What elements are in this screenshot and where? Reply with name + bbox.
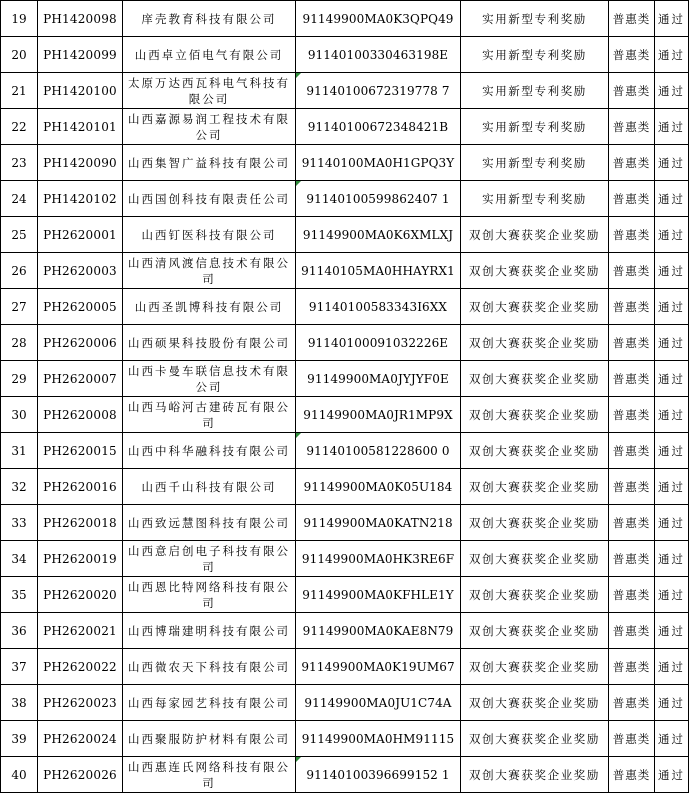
result-cell: 通过 bbox=[655, 1, 689, 37]
company-name-cell: 山西圣凯博科技有限公司 bbox=[123, 289, 296, 325]
cell-error-marker bbox=[296, 73, 301, 78]
row-number-cell: 20 bbox=[1, 37, 38, 73]
credit-code-cell: 91149900MA0KATN218 bbox=[296, 505, 461, 541]
result-cell: 通过 bbox=[655, 469, 689, 505]
credit-code-cell: 91140105MA0HHAYRX1 bbox=[296, 253, 461, 289]
result-cell: 通过 bbox=[655, 613, 689, 649]
company-name-cell: 山西国创科技有限责任公司 bbox=[123, 181, 296, 217]
project-code-cell: PH2620005 bbox=[38, 289, 123, 325]
category-cell: 普惠类 bbox=[609, 109, 655, 145]
row-number-cell: 32 bbox=[1, 469, 38, 505]
company-name-cell: 山西马峪河古建砖瓦有限公司 bbox=[123, 397, 296, 433]
result-cell: 通过 bbox=[655, 289, 689, 325]
category-cell: 普惠类 bbox=[609, 469, 655, 505]
project-code-cell: PH2620003 bbox=[38, 253, 123, 289]
project-code-cell: PH2620006 bbox=[38, 325, 123, 361]
award-type-cell: 双创大赛获奖企业奖励 bbox=[461, 253, 609, 289]
credit-code-cell: 91140100583343I6XX bbox=[296, 289, 461, 325]
award-type-cell: 双创大赛获奖企业奖励 bbox=[461, 217, 609, 253]
category-cell: 普惠类 bbox=[609, 613, 655, 649]
category-cell: 普惠类 bbox=[609, 685, 655, 721]
row-number-cell: 39 bbox=[1, 721, 38, 757]
award-type-cell: 实用新型专利奖励 bbox=[461, 109, 609, 145]
company-name-cell: 山西微农天下科技有限公司 bbox=[123, 649, 296, 685]
category-cell: 普惠类 bbox=[609, 577, 655, 613]
company-name-cell: 山西惠连氏网络科技有限公司 bbox=[123, 757, 296, 793]
table-row bbox=[1, 325, 689, 361]
company-name-cell: 山西每家园艺科技有限公司 bbox=[123, 685, 296, 721]
result-cell: 通过 bbox=[655, 145, 689, 181]
project-code-cell: PH2620023 bbox=[38, 685, 123, 721]
table-row bbox=[1, 217, 689, 253]
award-type-cell: 实用新型专利奖励 bbox=[461, 145, 609, 181]
result-cell: 通过 bbox=[655, 325, 689, 361]
result-cell: 通过 bbox=[655, 757, 689, 793]
table-row bbox=[1, 253, 689, 289]
table-row bbox=[1, 433, 689, 469]
company-name-cell: 山西意启创电子科技有限公司 bbox=[123, 541, 296, 577]
row-number-cell: 28 bbox=[1, 325, 38, 361]
credit-code-cell: 91149900MA0KFHLE1Y bbox=[296, 577, 461, 613]
award-type-cell: 双创大赛获奖企业奖励 bbox=[461, 325, 609, 361]
table-row bbox=[1, 757, 689, 793]
cell-error-marker bbox=[296, 181, 301, 186]
project-code-cell: PH2620015 bbox=[38, 433, 123, 469]
result-cell: 通过 bbox=[655, 721, 689, 757]
award-type-cell: 双创大赛获奖企业奖励 bbox=[461, 433, 609, 469]
company-name-cell: 山西致远慧图科技有限公司 bbox=[123, 505, 296, 541]
table-row bbox=[1, 469, 689, 505]
row-number-cell: 31 bbox=[1, 433, 38, 469]
project-code-cell: PH1420098 bbox=[38, 1, 123, 37]
credit-code-cell: 91140100672319778 7 bbox=[296, 73, 461, 109]
row-number-cell: 19 bbox=[1, 1, 38, 37]
award-type-cell: 双创大赛获奖企业奖励 bbox=[461, 289, 609, 325]
credit-code-cell: 91149900MA0HK3RE6F bbox=[296, 541, 461, 577]
result-cell: 通过 bbox=[655, 73, 689, 109]
company-name-cell: 山西卓立佰电气有限公司 bbox=[123, 37, 296, 73]
company-name-cell: 山西恩比特网络科技有限公司 bbox=[123, 577, 296, 613]
credit-code-cell: 91140100672348421B bbox=[296, 109, 461, 145]
table-row bbox=[1, 181, 689, 217]
category-cell: 普惠类 bbox=[609, 37, 655, 73]
credit-code-cell: 91140100599862407 1 bbox=[296, 181, 461, 217]
table-row bbox=[1, 397, 689, 433]
award-type-cell: 双创大赛获奖企业奖励 bbox=[461, 649, 609, 685]
award-type-cell: 双创大赛获奖企业奖励 bbox=[461, 541, 609, 577]
row-number-cell: 35 bbox=[1, 577, 38, 613]
table-row bbox=[1, 289, 689, 325]
company-name-cell: 山西嘉源易润工程技术有限公司 bbox=[123, 109, 296, 145]
project-code-cell: PH1420090 bbox=[38, 145, 123, 181]
award-type-cell: 实用新型专利奖励 bbox=[461, 73, 609, 109]
row-number-cell: 38 bbox=[1, 685, 38, 721]
company-name-cell: 山西卡曼车联信息技术有限公司 bbox=[123, 361, 296, 397]
project-code-cell: PH2620018 bbox=[38, 505, 123, 541]
credit-code-cell: 91149900MA0HM91115 bbox=[296, 721, 461, 757]
result-cell: 通过 bbox=[655, 397, 689, 433]
credit-code-cell: 91149900MA0JU1C74A bbox=[296, 685, 461, 721]
award-type-cell: 双创大赛获奖企业奖励 bbox=[461, 361, 609, 397]
credit-code-cell: 91149900MA0K05U184 bbox=[296, 469, 461, 505]
project-code-cell: PH2620008 bbox=[38, 397, 123, 433]
result-cell: 通过 bbox=[655, 649, 689, 685]
category-cell: 普惠类 bbox=[609, 145, 655, 181]
category-cell: 普惠类 bbox=[609, 721, 655, 757]
credit-code-cell: 91149900MA0K6XMLXJ bbox=[296, 217, 461, 253]
result-cell: 通过 bbox=[655, 433, 689, 469]
credit-code-cell: 91140100330463198E bbox=[296, 37, 461, 73]
result-cell: 通过 bbox=[655, 253, 689, 289]
row-number-cell: 21 bbox=[1, 73, 38, 109]
result-cell: 通过 bbox=[655, 685, 689, 721]
row-number-cell: 26 bbox=[1, 253, 38, 289]
table-row bbox=[1, 73, 689, 109]
credit-code-cell: 91149900MA0JR1MP9X bbox=[296, 397, 461, 433]
table-row bbox=[1, 685, 689, 721]
table-row bbox=[1, 649, 689, 685]
category-cell: 普惠类 bbox=[609, 217, 655, 253]
project-code-cell: PH2620024 bbox=[38, 721, 123, 757]
project-code-cell: PH1420101 bbox=[38, 109, 123, 145]
row-number-cell: 22 bbox=[1, 109, 38, 145]
project-code-cell: PH1420100 bbox=[38, 73, 123, 109]
credit-code-cell: 91149900MA0K3QPQ49 bbox=[296, 1, 461, 37]
company-name-cell: 山西钉医科技有限公司 bbox=[123, 217, 296, 253]
result-cell: 通过 bbox=[655, 577, 689, 613]
category-cell: 普惠类 bbox=[609, 1, 655, 37]
award-type-cell: 双创大赛获奖企业奖励 bbox=[461, 757, 609, 793]
cell-error-marker bbox=[296, 433, 301, 438]
table-row bbox=[1, 577, 689, 613]
award-type-cell: 双创大赛获奖企业奖励 bbox=[461, 685, 609, 721]
table-row bbox=[1, 613, 689, 649]
project-code-cell: PH2620019 bbox=[38, 541, 123, 577]
category-cell: 普惠类 bbox=[609, 289, 655, 325]
result-cell: 通过 bbox=[655, 217, 689, 253]
row-number-cell: 34 bbox=[1, 541, 38, 577]
cell-error-marker bbox=[296, 757, 301, 762]
row-number-cell: 23 bbox=[1, 145, 38, 181]
table-row bbox=[1, 721, 689, 757]
result-cell: 通过 bbox=[655, 181, 689, 217]
award-type-cell: 双创大赛获奖企业奖励 bbox=[461, 397, 609, 433]
category-cell: 普惠类 bbox=[609, 433, 655, 469]
row-number-cell: 24 bbox=[1, 181, 38, 217]
table-row bbox=[1, 505, 689, 541]
category-cell: 普惠类 bbox=[609, 541, 655, 577]
award-type-cell: 实用新型专利奖励 bbox=[461, 1, 609, 37]
row-number-cell: 30 bbox=[1, 397, 38, 433]
category-cell: 普惠类 bbox=[609, 181, 655, 217]
result-cell: 通过 bbox=[655, 109, 689, 145]
row-number-cell: 27 bbox=[1, 289, 38, 325]
category-cell: 普惠类 bbox=[609, 505, 655, 541]
category-cell: 普惠类 bbox=[609, 73, 655, 109]
award-type-cell: 实用新型专利奖励 bbox=[461, 181, 609, 217]
credit-code-cell: 91149900MA0K19UM67 bbox=[296, 649, 461, 685]
company-name-cell: 山西千山科技有限公司 bbox=[123, 469, 296, 505]
award-type-cell: 双创大赛获奖企业奖励 bbox=[461, 577, 609, 613]
category-cell: 普惠类 bbox=[609, 649, 655, 685]
row-number-cell: 40 bbox=[1, 757, 38, 793]
credit-code-cell: 91140100581228600 0 bbox=[296, 433, 461, 469]
company-name-cell: 庠壳教育科技有限公司 bbox=[123, 1, 296, 37]
result-cell: 通过 bbox=[655, 505, 689, 541]
category-cell: 普惠类 bbox=[609, 397, 655, 433]
row-number-cell: 25 bbox=[1, 217, 38, 253]
category-cell: 普惠类 bbox=[609, 325, 655, 361]
row-number-cell: 33 bbox=[1, 505, 38, 541]
credit-code-cell: 91149900MA0JYJYF0E bbox=[296, 361, 461, 397]
project-code-cell: PH1420102 bbox=[38, 181, 123, 217]
company-name-cell: 山西清风渡信息技术有限公司 bbox=[123, 253, 296, 289]
row-number-cell: 37 bbox=[1, 649, 38, 685]
table-row bbox=[1, 1, 689, 37]
project-code-cell: PH2620001 bbox=[38, 217, 123, 253]
company-name-cell: 山西集智广益科技有限公司 bbox=[123, 145, 296, 181]
project-code-cell: PH2620020 bbox=[38, 577, 123, 613]
credit-code-cell: 91149900MA0KAE8N79 bbox=[296, 613, 461, 649]
project-code-cell: PH2620016 bbox=[38, 469, 123, 505]
company-name-cell: 太原万达西瓦科电气科技有限公司 bbox=[123, 73, 296, 109]
award-type-cell: 双创大赛获奖企业奖励 bbox=[461, 469, 609, 505]
award-type-cell: 双创大赛获奖企业奖励 bbox=[461, 613, 609, 649]
table-row bbox=[1, 37, 689, 73]
table-row bbox=[1, 109, 689, 145]
project-code-cell: PH2620007 bbox=[38, 361, 123, 397]
project-code-cell: PH1420099 bbox=[38, 37, 123, 73]
award-type-cell: 双创大赛获奖企业奖励 bbox=[461, 505, 609, 541]
table-row bbox=[1, 145, 689, 181]
company-name-cell: 山西中科华融科技有限公司 bbox=[123, 433, 296, 469]
table-body bbox=[1, 1, 689, 793]
project-code-cell: PH2620021 bbox=[38, 613, 123, 649]
company-name-cell: 山西博瑞建明科技有限公司 bbox=[123, 613, 296, 649]
award-type-cell: 双创大赛获奖企业奖励 bbox=[461, 721, 609, 757]
category-cell: 普惠类 bbox=[609, 253, 655, 289]
credit-code-cell: 91140100091032226E bbox=[296, 325, 461, 361]
credit-code-cell: 91140100MA0H1GPQ3Y bbox=[296, 145, 461, 181]
result-cell: 通过 bbox=[655, 361, 689, 397]
row-number-cell: 29 bbox=[1, 361, 38, 397]
row-number-cell: 36 bbox=[1, 613, 38, 649]
company-name-cell: 山西聚服防护材料有限公司 bbox=[123, 721, 296, 757]
category-cell: 普惠类 bbox=[609, 757, 655, 793]
company-name-cell: 山西硕果科技股份有限公司 bbox=[123, 325, 296, 361]
table-row bbox=[1, 361, 689, 397]
category-cell: 普惠类 bbox=[609, 361, 655, 397]
project-code-cell: PH2620022 bbox=[38, 649, 123, 685]
result-cell: 通过 bbox=[655, 541, 689, 577]
table-row bbox=[1, 541, 689, 577]
result-cell: 通过 bbox=[655, 37, 689, 73]
project-code-cell: PH2620026 bbox=[38, 757, 123, 793]
award-type-cell: 实用新型专利奖励 bbox=[461, 37, 609, 73]
credit-code-cell: 91140100396699152 1 bbox=[296, 757, 461, 793]
